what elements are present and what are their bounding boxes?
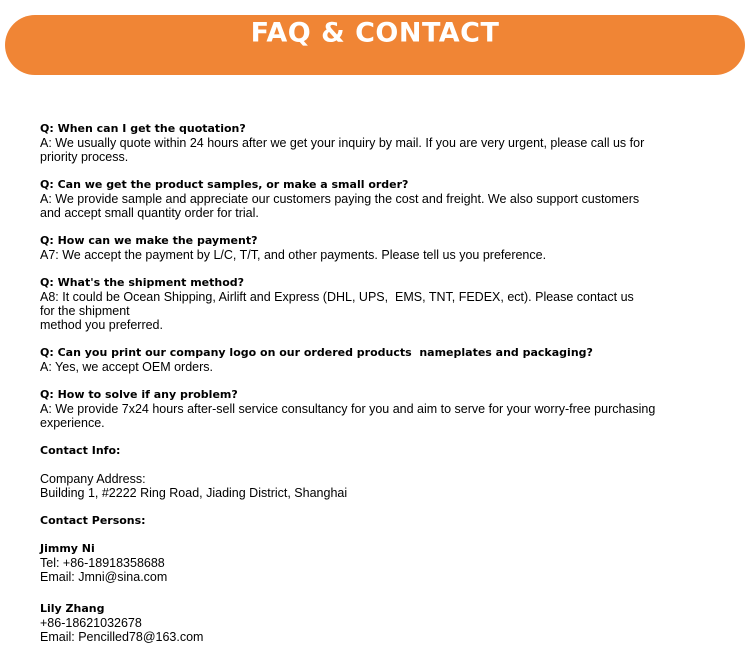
address-value: Building 1, #2222 Ring Road, Jiading District, Shanghai	[40, 486, 348, 500]
faq-answer	[40, 290, 700, 332]
contact-info-heading: Contact Info:	[40, 444, 121, 457]
faq-question: Q: How can we make the payment?	[40, 234, 258, 247]
faq-answer-line: experience.	[40, 416, 105, 430]
faq-answer-line: method you preferred.	[40, 318, 163, 332]
faq-item	[40, 276, 700, 332]
faq-answer-line: A: Yes, we accept OEM orders.	[40, 360, 213, 374]
faq-answer-line: A: We provide 7x24 hours after-sell service consultancy for you and aim to serve for your worry-free purchasing	[40, 402, 656, 416]
contact-person-details	[40, 556, 700, 584]
faq-question: Q: When can I get the quotation?	[40, 122, 246, 135]
contact-person-name: Jimmy Ni	[40, 542, 95, 555]
faq-answer-line: A: We provide sample and appreciate our customers paying the cost and freight. We also support customers	[40, 192, 640, 206]
contact-person-name: Lily Zhang	[40, 602, 105, 615]
address-label: Company Address:	[40, 472, 146, 486]
faq-question: Q: How to solve if any problem?	[40, 388, 238, 401]
faq-item	[40, 234, 700, 262]
contact-email: Email: Jmni@sina.com	[40, 570, 168, 584]
contact-phone: +86-18621032678	[40, 616, 142, 630]
faq-content	[40, 122, 700, 644]
faq-question: Q: What's the shipment method?	[40, 276, 245, 289]
contact-person	[40, 542, 700, 584]
company-address	[40, 472, 700, 500]
faq-answer	[40, 248, 700, 262]
contact-person-details	[40, 616, 700, 644]
contact-email: Email: Pencilled78@163.com	[40, 630, 204, 644]
spacer	[40, 528, 700, 542]
spacer	[40, 458, 700, 472]
spacer	[40, 584, 700, 602]
faq-item	[40, 346, 700, 374]
faq-answer	[40, 192, 700, 220]
faq-answer	[40, 360, 700, 374]
faq-question: Q: Can we get the product samples, or make a small order?	[40, 178, 409, 191]
faq-answer-line: A: We usually quote within 24 hours after we get your inquiry by mail. If you are very urgent, please call us for	[40, 136, 645, 150]
contact-phone: Tel: +86-18918358688	[40, 556, 165, 570]
spacer	[40, 500, 700, 514]
faq-answer-line: priority process.	[40, 150, 129, 164]
contact-persons-heading: Contact Persons:	[40, 514, 146, 527]
faq-item	[40, 178, 700, 220]
contact-person	[40, 602, 700, 644]
faq-item	[40, 388, 700, 430]
faq-answer-line: and accept small quantity order for trial.	[40, 206, 259, 220]
faq-answer	[40, 402, 700, 430]
faq-answer-line: A7: We accept the payment by L/C, T/T, and other payments. Please tell us you preference.	[40, 248, 547, 262]
faq-answer-line: A8: It could be Ocean Shipping, Airlift and Express (DHL, UPS, EMS, TNT, FEDEX, ect). Please contact us	[40, 290, 634, 304]
faq-answer-line: for the shipment	[40, 304, 130, 318]
faq-item	[40, 122, 700, 164]
faq-answer	[40, 136, 700, 164]
faq-question: Q: Can you print our company logo on our ordered products nameplates and packaging?	[40, 346, 593, 359]
page-title: FAQ & CONTACT	[250, 17, 500, 49]
